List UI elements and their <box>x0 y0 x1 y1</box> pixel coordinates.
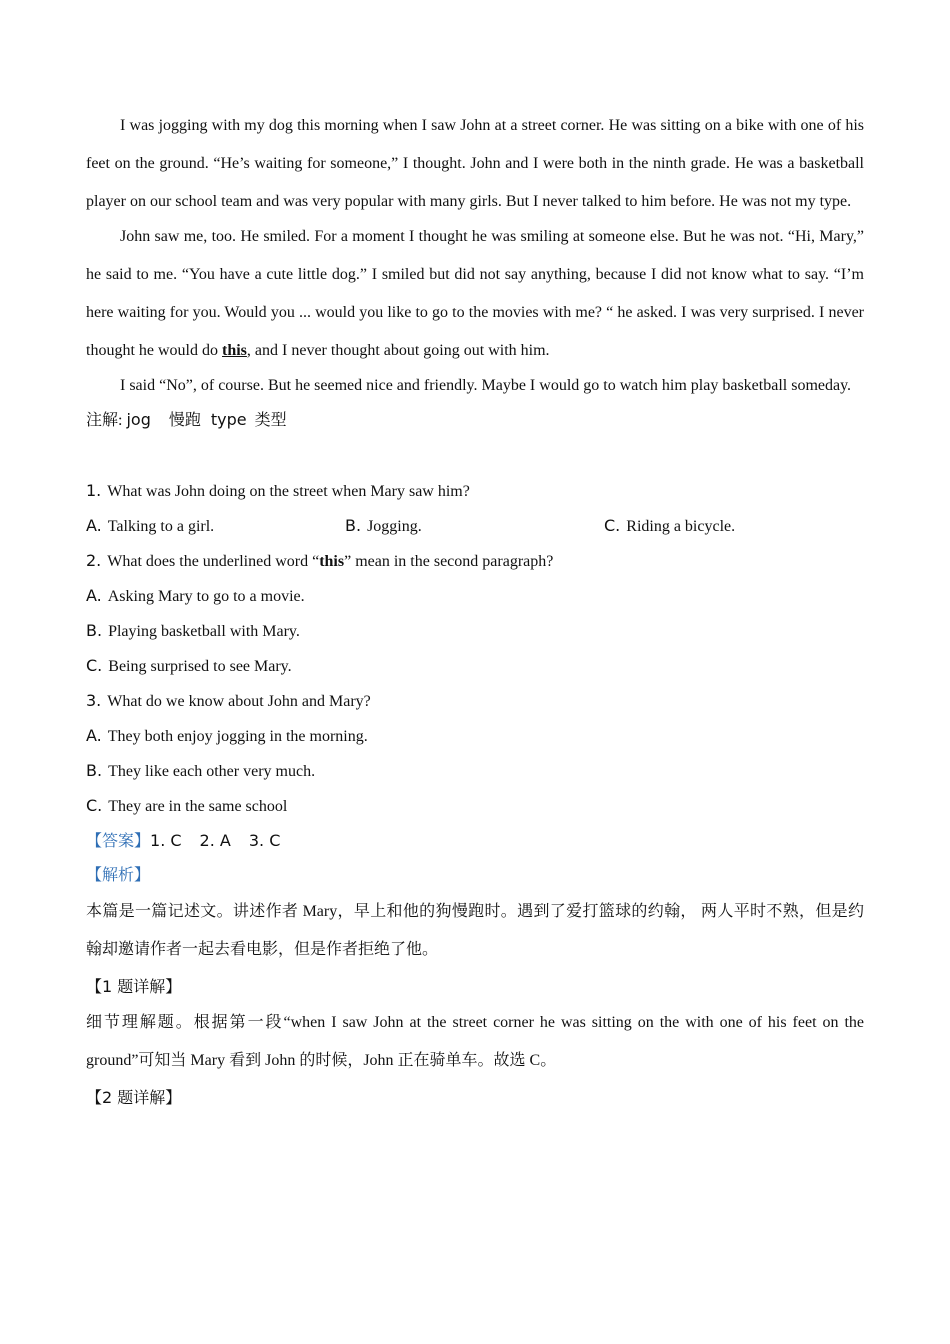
underlined-word-this: this <box>222 342 247 359</box>
option-text: They are in the same school <box>108 798 288 815</box>
option-c <box>86 788 864 823</box>
analysis-label: 【解析】 <box>86 867 151 884</box>
question-1-detail-heading: 【1 题详解】 <box>86 977 182 996</box>
question-1-options <box>86 508 864 543</box>
question-1-detail-text: 细节理解题。根据第一段“when I saw John at the street corner he was sitting on the with one of his feet on the ground”可知当 Mary 看到 John 的时候，John 正在骑单车。故选 C。 <box>86 1014 864 1069</box>
answer-item: 1. C <box>150 831 182 850</box>
option-text: Asking Mary to go to a movie. <box>107 588 305 605</box>
option-letter: C. <box>86 796 103 815</box>
option-text: They like each other very much. <box>108 763 316 780</box>
option-c <box>86 648 864 683</box>
question-text: What do we know about John and Mary? <box>107 693 371 710</box>
option-text: Playing basketball with Mary. <box>108 623 300 640</box>
question-2-detail-heading: 【2 题详解】 <box>86 1088 182 1107</box>
question-text-before: What does the underlined word “ <box>107 553 320 570</box>
note-label: 注解: <box>86 412 123 429</box>
option-letter: A. <box>86 726 102 745</box>
question-number: 2. <box>86 551 102 570</box>
passage-paragraph-1: I was jogging with my dog this morning when I saw John at a street corner. He was sitting on a bike with one of his feet on the ground. “He’s waiting for someone,” I thought. John and I were both in the ninth grade. He was a basketball player on our school team and was very popular with many girls. But I never talked to him before. He was not my type. <box>86 117 864 210</box>
answer-key <box>86 823 864 858</box>
option-c <box>604 508 863 543</box>
option-letter: A. <box>86 516 102 535</box>
note-word-jog: jog <box>126 410 151 429</box>
note-meaning-jog: 慢跑 <box>168 412 201 429</box>
passage-paragraph-3: I said “No”, of course. But he seemed nice and friendly. Maybe I would go to watch him play basketball someday. <box>120 377 852 394</box>
option-text: Talking to a girl. <box>107 518 215 535</box>
question-text: What was John doing on the street when Mary saw him? <box>107 483 470 500</box>
question-number: 1. <box>86 481 102 500</box>
option-b <box>86 753 864 788</box>
option-text: Riding a bicycle. <box>626 518 736 535</box>
question-bold-word: this <box>319 553 345 570</box>
question-number: 3. <box>86 691 102 710</box>
question-text-after: ” mean in the second paragraph? <box>344 553 554 570</box>
question-2 <box>86 543 864 578</box>
answer-item: 3. C <box>248 831 281 850</box>
option-letter: C. <box>604 516 621 535</box>
p2-text-after: , and I never thought about going out with him. <box>246 342 550 359</box>
option-text: They both enjoy jogging in the morning. <box>107 728 368 745</box>
analysis-heading <box>86 858 864 893</box>
option-a <box>86 578 864 613</box>
question-1 <box>86 473 864 508</box>
option-text: Jogging. <box>367 518 422 535</box>
option-a <box>86 508 345 543</box>
note-meaning-type: 类型 <box>254 412 287 429</box>
analysis-summary: 本篇是一篇记述文。讲述作者 Mary，早上和他的狗慢跑时。遇到了爱打篮球的约翰， 两人平时不熟，但是约翰却邀请作者一起去看电影，但是作者拒绝了他。 <box>86 903 864 958</box>
option-a <box>86 718 864 753</box>
option-letter: C. <box>86 656 103 675</box>
option-letter: B. <box>86 621 103 640</box>
option-b <box>345 508 604 543</box>
answer-label: 【答案】 <box>86 831 151 850</box>
p2-text-before: John saw me, too. He smiled. For a moment I thought he was smiling at someone else. But he was not. “Hi, Mary,” he said to me. “You have a cute little dog.” I smiled but did not say anything, because I did not know what to say. “I’m here waiting for you. Would you ... would you like to go to the movies with me? “ he asked. I was very surprised. I never thought he would do <box>86 228 864 359</box>
option-text: Being surprised to see Mary. <box>108 658 292 675</box>
option-letter: B. <box>345 516 362 535</box>
vocabulary-note <box>86 405 864 436</box>
option-letter: A. <box>86 586 102 605</box>
note-word-type: type <box>210 410 247 429</box>
passage-paragraph-2 <box>86 218 864 370</box>
document-page <box>86 107 864 1115</box>
option-letter: B. <box>86 761 103 780</box>
question-3 <box>86 683 864 718</box>
answer-item: 2. A <box>199 831 231 850</box>
option-b <box>86 613 864 648</box>
